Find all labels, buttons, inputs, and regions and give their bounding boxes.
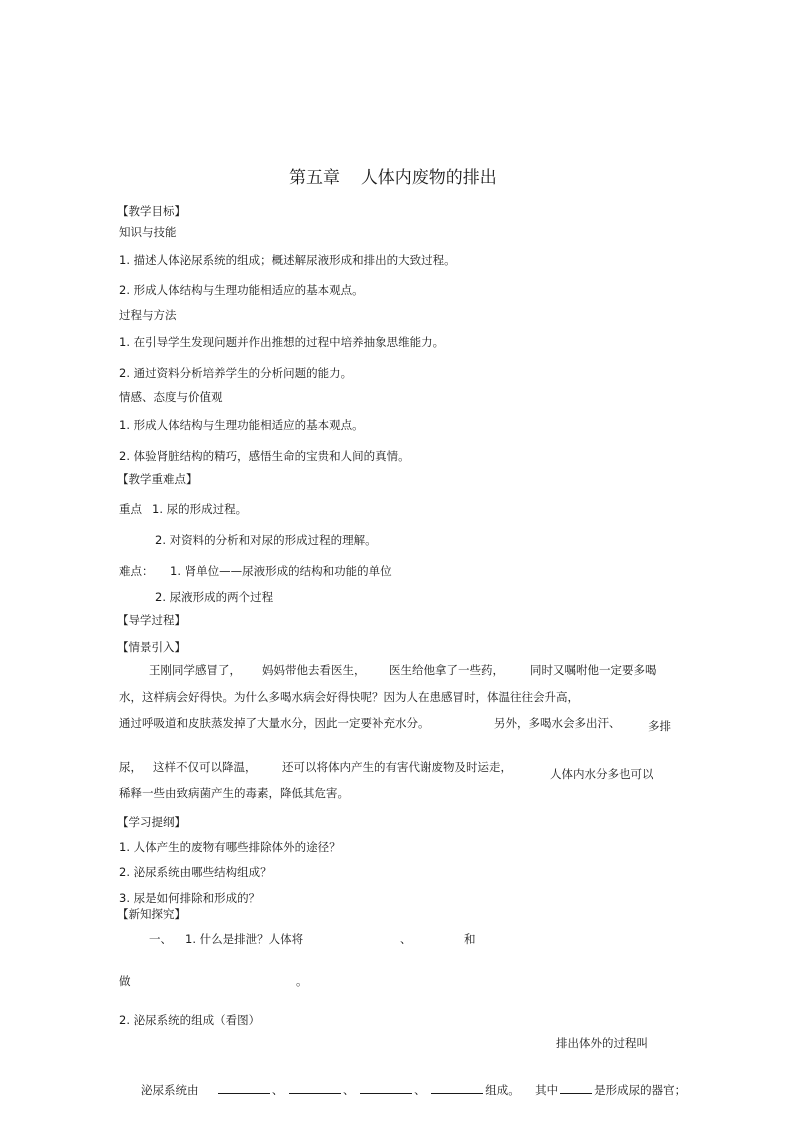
emotion-item-1: 1. 形成人体结构与生理功能相适应的基本观点。 xyxy=(119,418,364,432)
section-outline-heading: 【学习提纲】 xyxy=(117,815,186,829)
difficulty-item-1: 1. 肾单位——尿液形成的结构和功能的单位 xyxy=(170,564,392,578)
key-point-label: 重点 xyxy=(119,502,142,516)
section-explore-heading: 【新知探究】 xyxy=(117,907,186,921)
intro-line-1c: 医生给他拿了一些药， xyxy=(389,663,504,677)
intro-line-3b: 另外，多喝水会多出汗、 xyxy=(494,716,621,730)
process-item-2: 2. 通过资料分析培养学生的分析问题的能力。 xyxy=(119,366,353,380)
fill-blank-1[interactable] xyxy=(218,1082,270,1094)
fill-blank-2[interactable] xyxy=(289,1082,341,1094)
difficulty-item-2: 2. 尿液形成的两个过程 xyxy=(155,590,274,604)
fill-blank-5[interactable] xyxy=(560,1082,592,1094)
explore-item-1-prefix: 一、 xyxy=(149,932,172,946)
intro-line-1b: 妈妈带他去看医生， xyxy=(262,663,366,677)
blank-separator-3: 、 xyxy=(414,1083,426,1097)
blank-separator-2: 、 xyxy=(342,1083,355,1097)
intro-line-4c: 还可以将体内产生的有害代谢废物及时运走， xyxy=(282,760,512,774)
explore-line-2b: 。 xyxy=(296,974,308,988)
explore-item-1: 1. 什么是排泄？人体将 xyxy=(185,932,304,946)
explore-item-2: 2. 泌尿系统的组成（看图） xyxy=(119,1013,261,1027)
explore-line-2a: 做 xyxy=(119,974,131,988)
outline-question-1: 1. 人体产生的废物有哪些排除体外的途径？ xyxy=(119,840,341,854)
intro-line-4d: 人体内水分多也可以 xyxy=(550,767,654,781)
blank-separator-1: 、 xyxy=(271,1083,284,1097)
emotion-label: 情感、态度与价值观 xyxy=(119,390,223,404)
intro-line-5: 稀释一些由致病菌产生的毒素，降低其危害。 xyxy=(119,786,349,800)
chapter-number: 第五章 xyxy=(289,168,340,188)
urinary-line-composed: 组成。 xyxy=(485,1083,520,1097)
section-key-points-heading: 【教学重难点】 xyxy=(117,472,198,486)
explore-and: 和 xyxy=(464,932,476,946)
section-objectives-heading: 【教学目标】 xyxy=(117,204,186,218)
key-point-item-1: 1. 尿的形成过程。 xyxy=(152,502,248,516)
outline-question-3: 3. 尿是如何排除和形成的？ xyxy=(119,891,261,905)
process-item-1: 1. 在引导学生发现问题并作出推想的过程中培养抽象思维能力。 xyxy=(119,335,445,349)
fill-blank-3[interactable] xyxy=(360,1082,412,1094)
urinary-line-organ: 是形成尿的器官； xyxy=(594,1083,687,1097)
urinary-system-line xyxy=(141,1082,686,1097)
page-title xyxy=(289,168,497,188)
knowledge-label: 知识与技能 xyxy=(119,225,177,239)
intro-line-1d: 同时又嘱咐他一定要多喝 xyxy=(530,663,657,677)
urinary-line-intro: 泌尿系统由 xyxy=(141,1083,199,1097)
emotion-item-2: 2. 体验肾脏结构的精巧，感悟生命的宝贵和人间的真情。 xyxy=(119,449,410,463)
intro-line-2: 水，这样病会好得快。为什么多喝水病会好得快呢？因为人在患感冒时，体温往往会升高， xyxy=(119,690,579,704)
difficulty-label: 难点： xyxy=(119,564,154,578)
fill-blank-4[interactable] xyxy=(431,1082,483,1094)
section-guide-heading: 【导学过程】 xyxy=(117,613,186,627)
intro-line-4a: 尿， xyxy=(119,760,142,774)
urinary-line-among: 其中 xyxy=(535,1083,559,1097)
section-intro-heading: 【情景引入】 xyxy=(117,640,186,654)
intro-line-4b: 这样不仅可以降温， xyxy=(153,760,257,774)
intro-line-3c: 多排 xyxy=(648,719,671,733)
key-point-item-2: 2. 对资料的分析和对尿的形成过程的理解。 xyxy=(155,533,377,547)
knowledge-item-2: 2. 形成人体结构与生理功能相适应的基本观点。 xyxy=(119,283,364,297)
outline-question-2: 2. 泌尿系统由哪些结构组成？ xyxy=(119,865,272,879)
chapter-topic: 人体内废物的排出 xyxy=(360,168,497,188)
intro-line-1a: 王刚同学感冒了， xyxy=(149,663,241,677)
explore-right-text: 排出体外的过程叫 xyxy=(556,1036,648,1050)
process-label: 过程与方法 xyxy=(119,308,177,322)
intro-line-3a: 通过呼吸道和皮肤蒸发掉了大量水分，因此一定要补充水分。 xyxy=(119,716,430,730)
explore-separator: 、 xyxy=(400,932,412,946)
knowledge-item-1: 1. 描述人体泌尿系统的组成；概述解尿液形成和排出的大致过程。 xyxy=(119,253,456,267)
